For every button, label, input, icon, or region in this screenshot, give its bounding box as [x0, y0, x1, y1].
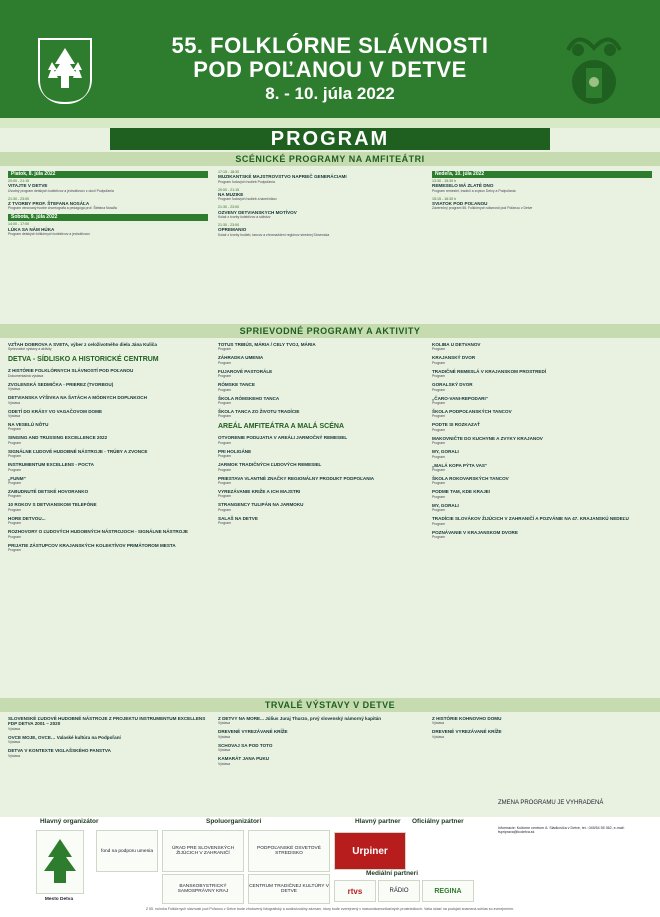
item-title: SALAŠ NA DETVE — [218, 515, 258, 521]
item-text: Program — [8, 507, 22, 512]
item-title: OPREMANIO — [218, 227, 247, 233]
item-text: Program — [432, 535, 446, 540]
item-text: Program — [8, 440, 22, 445]
item-text: Program — [218, 374, 232, 379]
item-title: HORE DETVOU... — [8, 515, 46, 521]
item-title: Z DETVY NA MORE... Július Juraj Thurzo, prvý slovenský námorný kapitán — [218, 716, 382, 721]
item-title: DREVENÉ VYREZÁVANÉ KRÍŽE — [432, 729, 502, 735]
item-title: Z TVORBY PROF. ŠTEFANA NOSÁĽA — [8, 201, 90, 206]
section-exhibitions: TRVALÉ VÝSTAVY V DETVE — [0, 698, 660, 712]
item-text: Program — [8, 427, 22, 432]
item-text: Program — [8, 494, 22, 499]
program-item — [8, 489, 208, 498]
program-banner: PROGRAM — [110, 128, 550, 150]
program-item — [432, 179, 652, 193]
program-item — [218, 355, 423, 364]
item-title: POZNÁVANIE V KRAJANSKOM DVORE — [432, 529, 518, 535]
item-title: ŠKOLA RÓMSKEHO TANCA — [218, 395, 280, 401]
program-item — [8, 382, 208, 391]
item-title: FUJAROVÉ PASTORÁLE — [218, 368, 273, 374]
program-item — [8, 502, 208, 511]
item-text: Program — [432, 347, 446, 352]
program-item — [432, 503, 652, 512]
item-text: Výstava — [218, 734, 231, 739]
program-item — [8, 462, 208, 471]
item-title: Z HISTÓRIE KOHNOVHO DOMU — [432, 716, 502, 721]
festival-dates: 8. - 10. júla 2022 — [265, 84, 395, 103]
item-title: DREVENÉ VYREZÁVANÉ KRÍŽE — [218, 729, 288, 735]
item-time: 21:30 - 23:00 — [218, 205, 240, 210]
program-item — [218, 342, 423, 351]
item-title: ZABUDNUTÉ DETSKÉ HOVORANKO — [8, 489, 89, 495]
item-title: TRADÍCIE SLOVÁKOV ŽIJÚCICH V ZAHRANIČÍ A POZVÁNIE NA 47. KRAJANSKÚ NEDEĽU — [432, 516, 629, 522]
item-text: Program venovaný tvorbe choreografa a pedagóga prof. Štefana Nosáľa — [8, 206, 117, 211]
header-stripe — [0, 118, 660, 128]
item-title: REMESELO MÁ ZLATÉ DNO — [432, 183, 494, 189]
program-item — [218, 449, 423, 458]
item-text: Výstava — [8, 740, 21, 745]
item-title: PRI HOLIGÁNE — [218, 448, 252, 454]
item-title: PRIJATIE ZÁSTUPCOV KRAJANSKÝCH KOLEKTÍVOV PRIMÁTOROM MESTA — [8, 542, 176, 548]
item-title: OVCE MOJE, OVCE… Valaské kultúra na Podpoľaní — [8, 734, 121, 740]
item-text: Program remesiel, tradícií a zvykov Detvy a Podpoľania — [432, 188, 516, 193]
program-item — [8, 748, 208, 757]
item-title: ROZHOVORY O ĽUDOVÝCH HUDOBNÝCH NÁSTROJOCH - SIGNÁLNE NÁSTROJE — [8, 529, 188, 535]
program-item — [8, 476, 208, 485]
day-header: Sobota, 9. júla 2022 — [8, 214, 208, 221]
program-item — [218, 369, 423, 378]
festival-title-line1: 55. FOLKLÓRNE SLÁVNOSTI — [171, 33, 489, 58]
title-box — [120, 34, 540, 104]
item-text: Výstava — [8, 387, 21, 392]
item-text: Program ľudových hudieb a tanečníkov — [218, 197, 277, 202]
item-text: Program — [432, 494, 446, 499]
day-header: Nedeľa, 10. júla 2022 — [432, 171, 652, 178]
program-item — [218, 170, 423, 184]
item-text: Výstava — [218, 761, 231, 766]
item-title: LÚKA SA NÁM HÚKA — [8, 226, 55, 232]
accompanying-col2 — [218, 342, 423, 529]
item-text: Program — [218, 521, 232, 526]
item-title: PODTE SI ROZKAZAŤ — [432, 422, 480, 428]
item-title: Z HISTÓRIE FOLKLÓRNYCH SLÁVNOSTÍ POD POĽANOU — [8, 368, 134, 374]
item-title: „MALÁ KOPA PÝTA VAS“ — [432, 462, 488, 468]
program-item — [8, 179, 208, 193]
exhibitions-col1 — [8, 716, 208, 762]
item-title: MAKOVNIČTE DO KUCHYNE A ZVYKY KRAJANOV — [432, 435, 543, 441]
scenic-col2 — [218, 170, 423, 241]
folk-art-icon — [548, 30, 640, 108]
program-item — [8, 409, 208, 418]
header — [0, 0, 660, 128]
program-item — [8, 435, 208, 444]
item-title: MUZIKANTSKÉ MAJSTROVSTVO NAPRIEČ GENERÁCIAMI — [218, 174, 347, 180]
program-item — [218, 223, 423, 237]
detva-logo — [36, 830, 84, 894]
item-title: SLOVENSKÉ ĽUDOVÉ HUDOBNÉ NÁSTROJE Z PROJEKTU INSTRUMENTUM EXCELLENS FDP DETVA 2001 – 2020 — [8, 716, 206, 727]
program-item — [218, 502, 423, 511]
detva-crest-icon — [38, 38, 92, 104]
item-time: 14:00 - 17:00 — [8, 222, 30, 227]
media-partners-label: Mediální partneri — [366, 870, 419, 877]
item-text: Výstava — [432, 734, 445, 739]
program-item — [218, 489, 423, 498]
official-partner-label: Oficiálny partner — [412, 818, 464, 825]
item-text: Program — [432, 387, 446, 392]
program-item — [218, 188, 423, 202]
item-text: Dokumentačná výstava — [8, 373, 44, 378]
program-item — [432, 342, 652, 351]
item-text: Kolaž z tvorby hudieb, tancov a zhromaždení regiónov strednej Slovenska — [218, 232, 330, 237]
item-text: Program — [432, 508, 446, 513]
item-title: NA MUZIKE — [218, 192, 244, 197]
program-item — [432, 716, 652, 725]
item-text: Program — [432, 521, 446, 526]
item-text: Program — [8, 548, 22, 553]
item-title: NA VESELÚ NÔTU — [8, 422, 49, 428]
program-item — [218, 716, 423, 725]
program-item — [8, 422, 208, 431]
item-title: MY, GORALI — [432, 449, 459, 455]
program-item — [218, 756, 423, 765]
item-text: Program — [218, 414, 232, 419]
program-item — [432, 382, 652, 391]
item-text: Program — [218, 494, 232, 499]
section-accompanying: SPRIEVODNÉ PROGRAMY A AKTIVITY — [0, 324, 660, 338]
item-text: Výstava — [218, 748, 231, 753]
regina-logo: REGINA — [422, 880, 474, 902]
item-text: Program — [218, 347, 232, 352]
item-title: „ČARO-VANI-REPODARI“ — [432, 395, 489, 401]
item-text: Program — [218, 467, 232, 472]
program-item — [432, 355, 652, 364]
program-item — [8, 342, 208, 351]
urpiner-logo: Urpiner — [334, 832, 406, 870]
item-title: TOTUS TRIBÚS, MÁRIA / CELY TVOJ, MÁRIA — [218, 342, 316, 347]
program-item — [8, 395, 208, 404]
item-title: STRANGENCY TULIPÁN NA JARMOKU — [218, 502, 304, 508]
item-text: Program — [432, 427, 446, 432]
item-title: OTVORENIE PODUJATIA V AREÁLI JARMOČNÝ REMESIEL — [218, 435, 348, 441]
program-item — [8, 449, 208, 458]
item-title: VITAJTE V DETVE — [8, 183, 48, 189]
item-text: Program detských folklórnych kolektívov a jednotlivcov — [8, 232, 90, 237]
item-title: KOLIBA U DETVANOV — [432, 342, 481, 347]
scenic-col3 — [432, 170, 652, 214]
city-name: Mesto Detva — [44, 896, 74, 902]
item-text: Sprievodné výstavy a aktivity — [8, 347, 52, 352]
item-title: „FUNM“ — [8, 475, 26, 481]
program-item — [432, 436, 652, 445]
item-time: 20:00 - 21:15 — [8, 179, 30, 183]
program-item — [8, 516, 208, 525]
item-title: ZVOLENSKÁ SEDMIČKA - PRIEREZ (TVORBOU) — [8, 381, 114, 387]
item-text: Výstava — [8, 753, 21, 758]
program-item — [432, 369, 652, 378]
item-title: PODME TAM, KDE KRAJE! — [432, 489, 491, 495]
item-text: Program — [432, 401, 446, 406]
item-title: KRAJANSKÝ DVOR — [432, 355, 476, 361]
item-time: 20:00 - 21:15 — [218, 187, 240, 192]
program-item — [8, 543, 208, 552]
program-item — [218, 743, 423, 752]
urad-logo: ÚRAD PRE SLOVENSKÝCH ŽIJÚCICH V ZAHRANIČÍ — [162, 830, 244, 872]
program-item — [218, 729, 423, 738]
program-item — [8, 368, 208, 377]
rtvs-logo: rtvs — [334, 880, 376, 902]
program-item — [8, 716, 208, 731]
item-title: 10 ROKOV S DETVIANSKOM TELEFÓNE — [8, 502, 97, 508]
item-text: Výstava — [432, 721, 445, 726]
program-item — [432, 197, 652, 211]
program-item — [218, 205, 423, 219]
program-item — [432, 489, 652, 498]
co-organizers-label: Spoluorganizátori — [206, 818, 262, 825]
item-text: Program — [432, 454, 446, 459]
program-item — [432, 422, 652, 431]
program-item — [218, 516, 423, 525]
main-organizer-label: Hlavný organizátor — [40, 818, 99, 825]
fond-logo: fond na podporu umenia — [96, 830, 158, 872]
item-title: ŠKOLA TANCA ZO ŽIVOTU TRADÍCIE — [218, 409, 300, 415]
item-title: PRIESTAVA VLANTNÉ ZNAČKY REGIONÁLNY PRODUKT PODPOĽANIA — [218, 475, 375, 481]
program-item — [8, 222, 208, 236]
bbsk-logo: BANSKOBYSTRICKÝ SAMOSPRÁVNY KRAJ — [162, 874, 244, 904]
item-text: Program — [8, 534, 22, 539]
item-title: GORALSKÝ DVOR — [432, 382, 473, 388]
program-item — [218, 476, 423, 485]
item-title: DETVA V KONTEXTE VIGLAŠSKÉHO PANSTVA — [8, 748, 111, 754]
program-item — [8, 197, 208, 211]
item-text: Program — [218, 481, 232, 486]
item-text: Program — [218, 454, 232, 459]
item-title: TRADIČNÉ REMESLÁ V KRAJANSKOM PROSTREDÍ — [432, 368, 547, 374]
program-item — [432, 516, 652, 525]
item-text: Program — [432, 414, 446, 419]
program-item — [432, 409, 652, 418]
item-time: 21:30 - 23:00 — [8, 196, 30, 201]
subsection-heading: DETVA - SÍDLISKO A HISTORICKÉ CENTRUM — [8, 356, 159, 364]
item-title: JARMOK TRADIČNÝCH ĽUDOVÝCH REMESIEL — [218, 462, 322, 468]
scenic-col1 — [8, 170, 208, 240]
program-item — [218, 435, 423, 444]
item-text: Výstava — [8, 400, 21, 405]
radio-logo: RÁDIO — [378, 880, 420, 902]
item-text: Kolaž z tvorby kolektívov a sólistov — [218, 215, 271, 220]
item-time: 13:30 - 15:30 h — [432, 179, 457, 183]
item-text: Program — [8, 521, 22, 526]
item-text: Program — [8, 454, 22, 459]
item-text: Program — [432, 360, 446, 365]
pos-logo: PODPOĽANSKÉ OSVETOVÉ STREDISKO — [248, 830, 330, 872]
program-item — [432, 449, 652, 458]
item-text: Program — [432, 481, 446, 486]
item-title: SVIATOK POD POĽANOU — [432, 201, 488, 206]
item-title: ZÁHRADKA UMENIA — [218, 355, 264, 361]
item-text: Úvodný program detských kolektívov a jednotlivcov z okolí Podpoľania — [8, 188, 114, 193]
program-item — [432, 476, 652, 485]
item-text: Výstava — [218, 721, 231, 726]
subsection-heading: AREÁL AMFITEÁTRA A MALÁ SCÉNA — [218, 423, 344, 431]
fir-tree-icon — [40, 837, 80, 887]
item-text: Program ľudových hudieb Podpoľania — [218, 179, 275, 184]
program-item — [218, 396, 423, 405]
item-title: ŠKOLA PODPOĽANSKÝCH TANCOV — [432, 409, 512, 415]
item-title: VZŤAH DOBROVA A SVETA, výber z celoživotného diela Jána Kuliča — [8, 342, 157, 347]
item-text: Výstava — [8, 414, 21, 419]
item-time: 21:30 - 23:00 — [218, 223, 240, 228]
item-title: SINGING AND TRUSSING EXCELLENCE 2022 — [8, 435, 108, 441]
item-title: MY, GORALI — [432, 502, 459, 508]
item-text: Záverečný program 55. Folklórnych slávností pod Poľanou v Detve — [432, 206, 533, 211]
program-change-note: ZMENA PROGRAMU JE VYHRADENÁ — [498, 800, 604, 806]
ctk-logo: CENTRUM TRADIČNEJ KULTÚRY V DETVE — [248, 874, 330, 904]
item-title: KAMARÁT JANA PUKU — [218, 756, 270, 762]
item-text: Program — [432, 374, 446, 379]
item-title: VYREZÁVANIE KRIŽE A ICH MAJSTRI — [218, 489, 301, 495]
item-text: Program — [8, 481, 22, 486]
program-item — [432, 530, 652, 539]
festival-title-line2: POD POĽANOU V DETVE — [193, 57, 467, 82]
program-item — [432, 729, 652, 738]
item-text: Program — [218, 387, 232, 392]
exhibitions-col3 — [432, 716, 652, 743]
program-item — [432, 396, 652, 405]
item-text: Program — [218, 507, 232, 512]
main-partner-label: Hlavný partner — [355, 818, 401, 825]
item-time: 17:15 - 18:30 — [218, 170, 240, 174]
day-header: Piatok, 8. júla 2022 — [8, 171, 208, 178]
item-text: Program — [432, 441, 446, 446]
disclaimer: Z 55. ročníka Folklórnych slávností pod Poľanou v Detve bude zhotovený fotografický a audiovizuálny záznam, ktorý bude zverejnený v masovokomunikačných prostriedkoch. Vaša účasť na podujatí znamená súhlas so zverejnením. — [145, 907, 515, 911]
program-item — [432, 463, 652, 472]
item-title: DETVIANSKA VÝŠIVKA NA ŠATÁCH A MÓDNYCH DOPLNKOCH — [8, 395, 147, 401]
item-time: 15:15 - 16:30 h — [432, 196, 457, 201]
item-title: OZVENY DETVIANSKYCH MOTÍVOV — [218, 209, 297, 215]
item-text: Program — [432, 468, 446, 473]
accompanying-col1 — [8, 342, 208, 556]
item-title: ŠKOLA ROKOVARSKÝCH TANCOV — [432, 476, 509, 482]
item-text: Program — [218, 360, 232, 365]
item-text: Program — [8, 467, 22, 472]
program-item — [8, 529, 208, 538]
item-text: Program — [218, 401, 232, 406]
item-title: SIGNÁLNE ĽUDOVÉ HUDOBNÉ NÁSTROJE - TRÚBY A ZVONCE — [8, 448, 148, 454]
exhibitions-col2 — [218, 716, 423, 770]
contact-info: Informácie: Kultúrne centrum A. Sládkoviča v Detve, tel.: 045/54 55 362, e-mail: fspriprava@kcdetva.sk — [498, 826, 625, 835]
item-title: INSTRUMENTUM EXCELLENS - POCTA — [8, 462, 94, 468]
item-text: Výstava — [8, 726, 21, 731]
accompanying-col3 — [432, 342, 652, 543]
item-title: SCHOVAJ SA POD TOTO — [218, 742, 273, 748]
program-item — [218, 382, 423, 391]
program-item — [8, 735, 208, 744]
item-title: ODETÍ DO KRÁSY VO VAGAČOVOM DOME — [8, 408, 103, 414]
item-text: Program — [218, 440, 232, 445]
program-item — [218, 409, 423, 418]
item-title: RÓMSKE TANCE — [218, 382, 255, 388]
section-scenic: SCÉNICKÉ PROGRAMY NA AMFITEÁTRI — [0, 152, 660, 166]
program-item — [218, 462, 423, 471]
